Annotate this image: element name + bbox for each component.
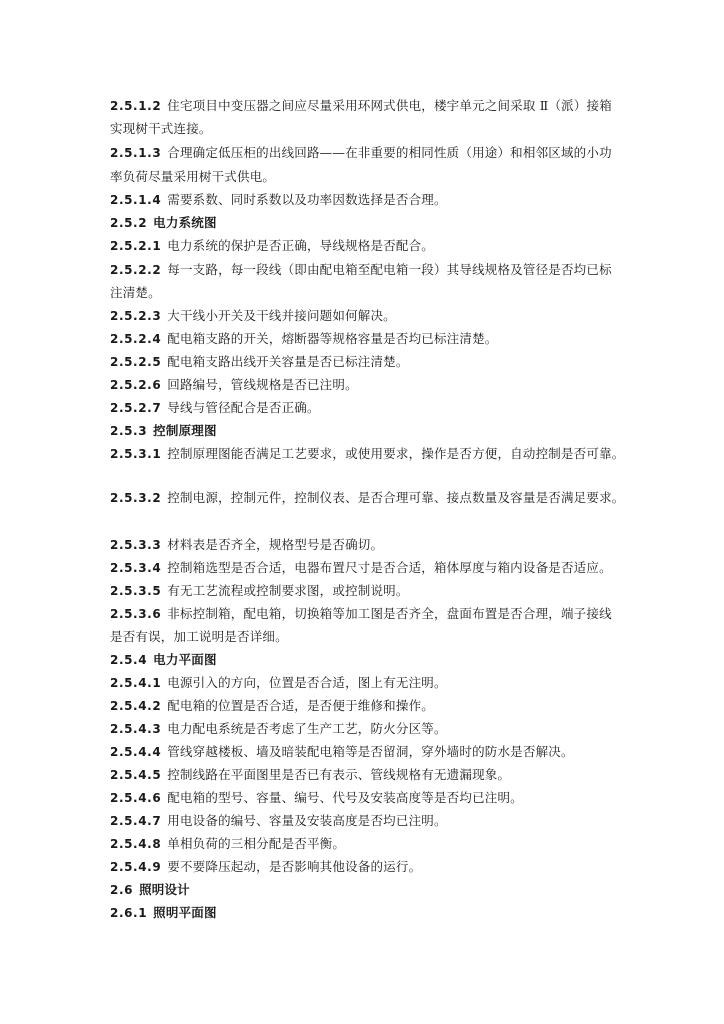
item-number: 2.5.2.5: [110, 355, 162, 369]
section-heading-2-5-3: [110, 423, 217, 439]
item-2-5-3-1: [110, 446, 624, 462]
item-text: 电力配电系统是否考虑了生产工艺，防火分区等。: [167, 721, 447, 736]
item-text: 电力系统的保护是否正确，导线规格是否配合。: [167, 238, 434, 253]
item-number: 2.5.1.4: [110, 193, 162, 207]
item-number: 2.5.3.1: [110, 447, 162, 461]
item-number: 2.5.3.6: [110, 607, 162, 621]
item-2-5-4-2: [110, 698, 434, 714]
section-heading-2-5-2: [110, 215, 217, 231]
item-2-5-3-5: [110, 583, 409, 599]
item-2-5-4-5: [110, 767, 510, 783]
item-text: 非标控制箱，配电箱，切换箱等加工图是否齐全，盘面布置是否合理，端子接线: [167, 606, 612, 621]
item-number: 2.5.1.3: [110, 146, 162, 160]
item-2-5-2-1: [110, 238, 434, 254]
heading-number: 2.5.2: [110, 216, 148, 230]
item-number: 2.5.2.3: [110, 309, 162, 323]
item-text: 大干线小开关及干线并接问题如何解决。: [167, 308, 396, 323]
item-2-5-4-6: [110, 790, 523, 806]
item-text: 配电箱的位置是否合适，是否便于维修和操作。: [167, 698, 434, 713]
item-text: 率负荷尽量采用树干式供电。: [110, 169, 276, 184]
item-continuation: [110, 121, 212, 137]
item-number: 2.5.1.2: [110, 99, 162, 113]
item-number: 2.5.2.2: [110, 263, 162, 277]
item-number: 2.5.4.9: [110, 860, 162, 874]
heading-text: 控制原理图: [153, 423, 217, 438]
section-heading-2-6: [110, 882, 190, 898]
heading-text: 照明设计: [139, 882, 190, 897]
item-2-5-2-6: [110, 377, 358, 393]
item-text: 控制箱选型是否合适，电器布置尺寸是否合适，箱体厚度与箱内设备是否适应。: [167, 560, 612, 575]
item-text: 有无工艺流程或控制要求图，或控制说明。: [167, 583, 409, 598]
item-text: 要不要降压起动，是否影响其他设备的运行。: [167, 859, 422, 874]
heading-number: 2.6.1: [110, 906, 148, 920]
item-text: 住宅项目中变压器之间应尽量采用环网式供电，楼宇单元之间采取 Ⅱ（派）接箱: [167, 98, 612, 113]
section-heading-2-5-4: [110, 652, 217, 668]
item-number: 2.5.3.5: [110, 584, 162, 598]
item-number: 2.5.2.6: [110, 378, 162, 392]
section-heading-2-6-1: [110, 905, 217, 921]
item-text: 每一支路，每一段线（即由配电箱至配电箱一段）其导线规格及管径是否均已标: [167, 262, 612, 277]
item-number: 2.5.4.5: [110, 768, 162, 782]
item-text: 控制原理图能否满足工艺要求，或使用要求，操作是否方便，自动控制是否可靠。: [167, 446, 625, 461]
item-number: 2.5.3.4: [110, 561, 162, 575]
item-2-5-3-3: [110, 537, 383, 553]
item-2-5-2-5: [110, 354, 409, 370]
item-number: 2.5.2.7: [110, 401, 162, 415]
heading-number: 2.6: [110, 883, 134, 897]
item-text: 电源引入的方向，位置是否合适，图上有无注明。: [167, 675, 447, 690]
item-number: 2.5.4.4: [110, 745, 162, 759]
item-number: 2.5.4.3: [110, 722, 162, 736]
item-2-5-1-3: [110, 145, 612, 161]
heading-number: 2.5.3: [110, 424, 148, 438]
item-number: 2.5.3.2: [110, 491, 162, 505]
item-continuation: [110, 285, 161, 301]
heading-text: 照明平面图: [153, 905, 217, 920]
item-2-5-4-8: [110, 836, 345, 852]
item-continuation: [110, 169, 275, 185]
item-text: 合理确定低压柜的出线回路——在非重要的相同性质（用途）和相邻区域的小功: [167, 145, 612, 160]
item-2-5-2-4: [110, 331, 497, 347]
item-text: 配电箱的型号、容量、编号、代号及安装高度等是否均已注明。: [167, 790, 523, 805]
item-text: 导线与管径配合是否正确。: [167, 400, 320, 415]
item-number: 2.5.4.8: [110, 837, 162, 851]
item-number: 2.5.4.7: [110, 814, 162, 828]
item-2-5-4-1: [110, 675, 447, 691]
item-text: 配电箱支路出线开关容量是否已标注清楚。: [167, 354, 409, 369]
item-text: 用电设备的编号、容量及安装高度是否均已注明。: [167, 813, 447, 828]
item-2-5-4-3: [110, 721, 447, 737]
item-text: 注清楚。: [110, 285, 161, 300]
item-number: 2.5.4.6: [110, 791, 162, 805]
item-2-5-1-4: [110, 192, 447, 208]
item-2-5-4-4: [110, 744, 574, 760]
item-text: 是否有误，加工说明是否详细。: [110, 629, 288, 644]
item-text: 实现树干式连接。: [110, 121, 212, 136]
item-2-5-2-7: [110, 400, 320, 416]
item-2-5-2-2: [110, 262, 612, 278]
heading-number: 2.5.4: [110, 653, 148, 667]
item-text: 材料表是否齐全，规格型号是否确切。: [167, 537, 384, 552]
item-text: 需要系数、同时系数以及功率因数选择是否合理。: [167, 192, 447, 207]
item-2-5-1-2: [110, 98, 612, 114]
item-2-5-3-6: [110, 606, 612, 622]
item-continuation: [110, 629, 288, 645]
item-2-5-2-3: [110, 308, 396, 324]
item-number: 2.5.2.4: [110, 332, 162, 346]
heading-text: 电力系统图: [153, 215, 217, 230]
item-number: 2.5.4.2: [110, 699, 162, 713]
item-text: 控制电源，控制元件，控制仪表、是否合理可靠、接点数量及容量是否满足要求。: [167, 490, 625, 505]
item-2-5-4-7: [110, 813, 447, 829]
item-2-5-4-9: [110, 859, 421, 875]
item-text: 单相负荷的三相分配是否平衡。: [167, 836, 346, 851]
item-2-5-3-2: [110, 490, 624, 506]
item-number: 2.5.2.1: [110, 239, 162, 253]
item-number: 2.5.3.3: [110, 538, 162, 552]
item-number: 2.5.4.1: [110, 676, 162, 690]
heading-text: 电力平面图: [153, 652, 217, 667]
item-text: 管线穿越楼板、墙及暗装配电箱等是否留洞，穿外墙时的防水是否解决。: [167, 744, 574, 759]
item-text: 配电箱支路的开关，熔断器等规格容量是否均已标注清楚。: [167, 331, 498, 346]
item-text: 回路编号，管线规格是否已注明。: [167, 377, 358, 392]
item-2-5-3-4: [110, 560, 612, 576]
item-text: 控制线路在平面图里是否已有表示、管线规格有无遗漏现象。: [167, 767, 511, 782]
